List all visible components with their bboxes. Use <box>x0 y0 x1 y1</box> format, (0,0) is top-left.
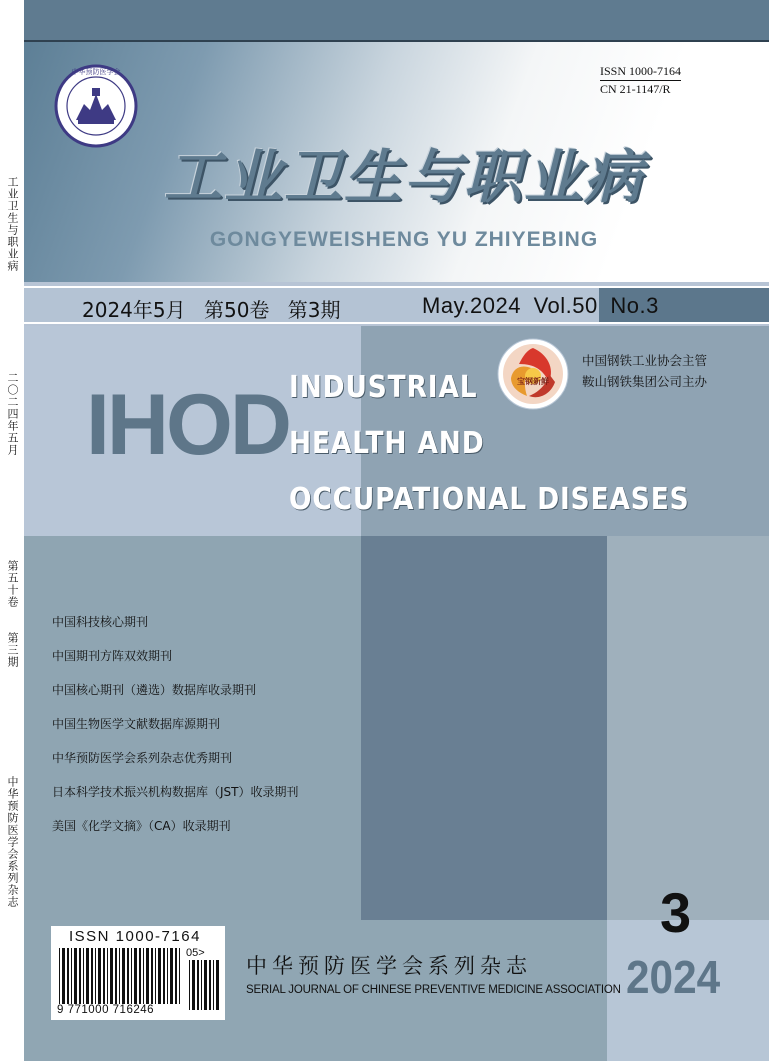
cover <box>24 0 769 1061</box>
spine-issue: 第三期 <box>6 632 19 668</box>
spine-title: 工业卫生与职业病 <box>6 176 19 272</box>
spine-volume: 第五十卷 <box>6 560 19 608</box>
barcode-box <box>51 926 225 1020</box>
list-item: 中华预防医学会系列杂志优秀期刊 <box>52 751 233 765</box>
list-item: 中国科技核心期刊 <box>52 615 149 629</box>
list-item: 日本科学技术振兴机构数据库（JST）收录期刊 <box>52 785 299 799</box>
award-seal-icon <box>497 338 569 410</box>
seal-text: 宝钢新鲜 <box>517 377 549 386</box>
issn-top: ISSN 1000-7164 <box>600 64 681 81</box>
sponsor-line2: 鞍山钢铁集团公司主办 <box>582 374 708 389</box>
series-title-cn: 中华预防医学会系列杂志 <box>246 954 532 978</box>
cn-number: CN 21-1147/R <box>600 82 671 96</box>
issue-bar <box>24 286 769 324</box>
sponsor-line1: 中国钢铁工业协会主管 <box>582 353 708 368</box>
barcode-icon <box>59 948 183 1004</box>
barcode-number: 9 771000 716246 <box>57 1004 155 1016</box>
index-list <box>52 612 299 850</box>
issue-year: 2024 <box>626 951 721 1003</box>
barcode-addon-icon <box>189 960 219 1010</box>
journal-title-cn: 工业卫生与职业病 <box>163 143 644 211</box>
journal-title-pinyin: GONGYEWEISHENG YU ZHIYEBING <box>209 228 599 251</box>
list-item: 中国生物医学文献数据库源期刊 <box>52 717 221 731</box>
issue-info-cn: 2024年5月 第50卷 第3期 <box>82 298 341 322</box>
list-item: 美国《化学文摘》（CA）收录期刊 <box>52 819 231 833</box>
header <box>24 42 769 282</box>
panel-navy <box>361 536 607 920</box>
sponsor-block <box>582 350 707 392</box>
journal-abbreviation: IHOD <box>86 377 289 473</box>
series-title-en: SERIAL JOURNAL OF CHINESE PREVENTIVE MEDICINE ASSOCIATION <box>246 984 621 996</box>
barcode-issn: ISSN 1000-7164 <box>69 928 201 945</box>
logo-text: 中华预防医学会 <box>71 68 121 76</box>
en-title-line1: INDUSTRIAL <box>289 370 478 405</box>
top-bar <box>24 0 769 42</box>
spine <box>0 0 24 1061</box>
issue-info-en: May.2024 Vol.50 No.3 <box>422 293 659 318</box>
panel-grey-right <box>607 536 769 920</box>
issue-number: 3 <box>660 881 692 944</box>
spine-series: 中华预防医学会系列杂志 <box>6 776 19 908</box>
list-item: 中国期刊方阵双效期刊 <box>52 649 173 663</box>
spine-date: 二〇二四年五月 <box>6 372 19 456</box>
list-item: 中国核心期刊（遴选）数据库收录期刊 <box>52 683 257 697</box>
en-title-line2: HEALTH AND <box>289 426 485 461</box>
issn-cn-block <box>600 64 681 97</box>
barcode-addon: 05> <box>186 947 205 959</box>
en-title-line3: OCCUPATIONAL DISEASES <box>289 482 690 517</box>
